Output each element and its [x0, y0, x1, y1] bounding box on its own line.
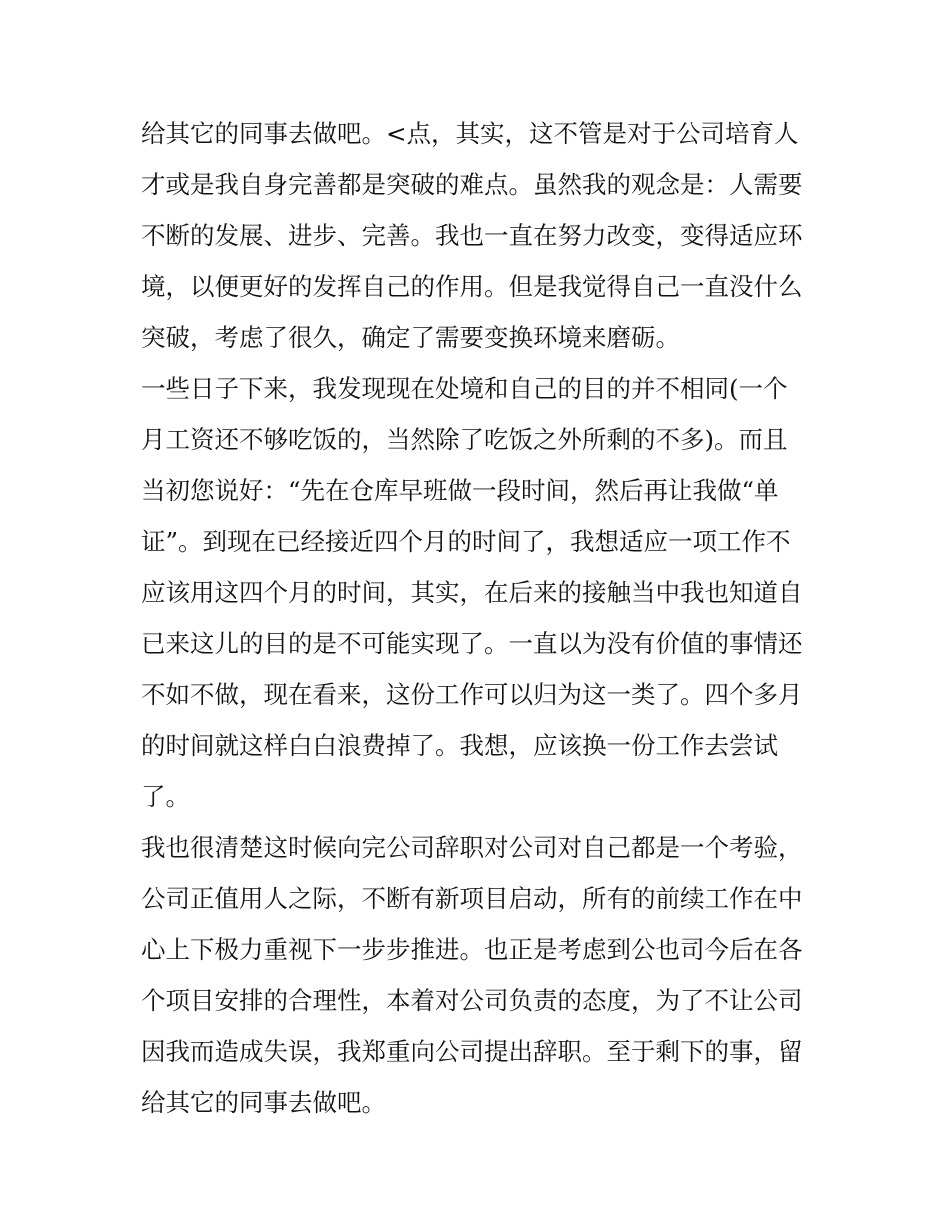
- text-line: 不如不做，现在看来，这份工作可以归为这一类了。四个多月: [141, 680, 803, 709]
- text-line: 证”。到现在已经接近四个月的时间了，我想适应一项工作不: [141, 527, 791, 556]
- text-line: 了。: [141, 782, 190, 811]
- text-line: 一些日子下来，我发现现在处境和自己的目的并不相同(一个: [141, 374, 788, 403]
- text-line: 给其它的同事去做吧。: [141, 1088, 386, 1117]
- text-line: 突破，考虑了很久，确定了需要变换环境来磨砺。: [141, 323, 680, 352]
- text-line: 心上下极力重视下一步步推进。也正是考虑到公也司今后在各: [141, 935, 803, 964]
- text-line: 应该用这四个月的时间，其实，在后来的接触当中我也知道自: [141, 578, 803, 607]
- text-line: 不断的发展、进步、完善。我也一直在努力改变，变得适应环: [141, 221, 803, 250]
- text-line: 给其它的同事去做吧。<点，其实，这不管是对于公司培育人: [141, 119, 799, 148]
- paragraph-1: [141, 108, 821, 363]
- paragraph-2: [141, 363, 821, 822]
- paragraph-3: [141, 822, 821, 1128]
- text-line: 公司正值用人之际，不断有新项目启动，所有的前续工作在中: [141, 884, 803, 913]
- text-line: 月工资还不够吃饭的，当然除了吃饭之外所剩的不多)。而且: [141, 425, 788, 454]
- text-line: 个项目安排的合理性，本着对公司负责的态度，为了不让公司: [141, 986, 803, 1015]
- text-line: 因我而造成失误，我郑重向公司提出辞职。至于剩下的事，留: [141, 1037, 803, 1066]
- text-line: 才或是我自身完善都是突破的难点。虽然我的观念是：人需要: [141, 170, 803, 199]
- text-line: 的时间就这样白白浪费掉了。我想，应该换一份工作去尝试: [141, 731, 778, 760]
- document-body: [141, 108, 821, 1128]
- text-line: 我也很清楚这时候向完公司辞职对公司对自己都是一个考验，: [141, 833, 803, 862]
- text-line: 已来这儿的目的是不可能实现了。一直以为没有价值的事情还: [141, 629, 803, 658]
- text-line: 境，以便更好的发挥自己的作用。但是我觉得自己一直没什么: [141, 272, 803, 301]
- text-line: 当初您说好：“先在仓库早班做一段时间，然后再让我做“单: [141, 476, 779, 505]
